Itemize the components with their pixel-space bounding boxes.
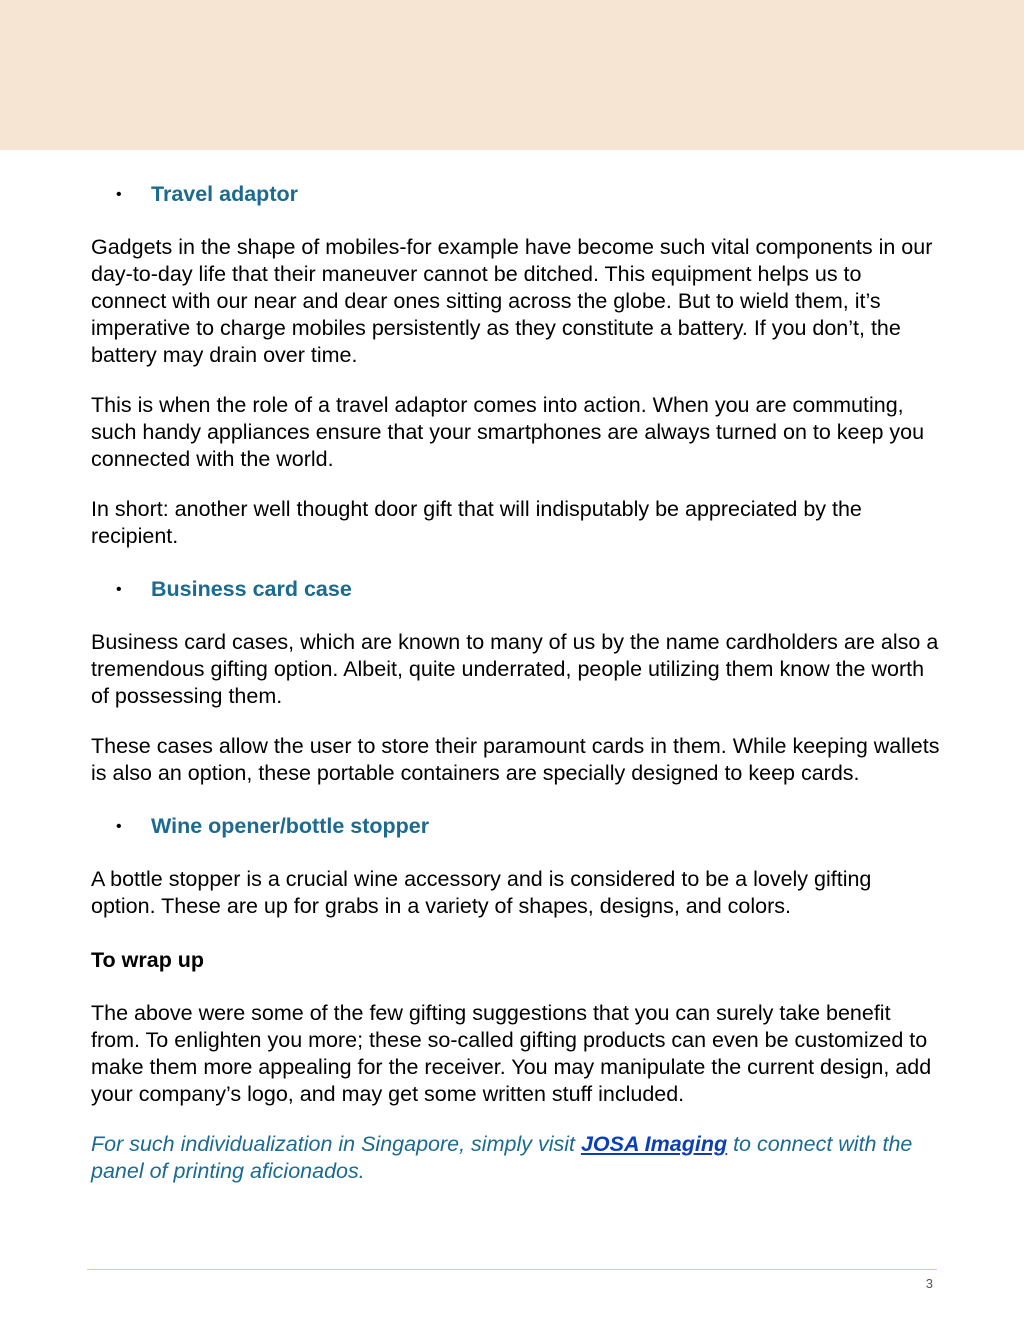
header-band bbox=[0, 0, 1024, 150]
heading-business-card-case bbox=[91, 573, 941, 606]
heading-to-wrap-up: To wrap up bbox=[91, 948, 205, 972]
josa-imaging-link[interactable]: JOSA Imaging bbox=[580, 1132, 728, 1156]
paragraph: This is when the role of a travel adaptor comes into action. When you are commuting, such handy appliances ensure that your smartphones are always turned on to keep you connected with the world. bbox=[91, 393, 925, 471]
heading-wine-opener bbox=[91, 810, 941, 843]
closing-text-before: For such individualization in Singapore, simply visit bbox=[91, 1132, 581, 1156]
page-number: 3 bbox=[925, 1276, 933, 1291]
heading-text: Wine opener/bottle stopper bbox=[151, 814, 430, 838]
footer-divider bbox=[87, 1269, 937, 1270]
bullet-icon: • bbox=[116, 581, 122, 598]
paragraph: Business card cases, which are known to many of us by the name cardholders are also a tremendous gifting option. Albeit, quite underrated, people utilizing them know the worth of possessing them. bbox=[91, 630, 939, 708]
bullet-icon: • bbox=[116, 186, 122, 203]
heading-travel-adaptor bbox=[91, 178, 941, 211]
heading-text: Travel adaptor bbox=[151, 182, 298, 206]
document-body bbox=[91, 178, 941, 1208]
paragraph: Gadgets in the shape of mobiles-for example have become such vital components in our day-to-day life that their maneuver cannot be ditched. This equipment helps us to connect with our near and dear ones sitting across the globe. But to wield them, it’s imperative to charge mobiles persistently as they constitute a battery. If you don’t, the battery may drain over time. bbox=[91, 235, 933, 367]
paragraph: The above were some of the few gifting suggestions that you can surely take benefit from. To enlighten you more; these so-called gifting products can even be customized to make them more appealing for the receiver. You may manipulate the current design, add your company’s logo, and may get some written stuff included. bbox=[91, 1001, 932, 1106]
paragraph: A bottle stopper is a crucial wine accessory and is considered to be a lovely gifting option. These are up for grabs in a variety of shapes, designs, and colors. bbox=[91, 867, 872, 918]
closing-text-after: to connect with the panel of printing aficionados. bbox=[91, 1132, 913, 1183]
heading-text: Business card case bbox=[151, 577, 352, 601]
closing-paragraph bbox=[91, 1131, 941, 1185]
bullet-icon: • bbox=[116, 818, 122, 835]
paragraph: These cases allow the user to store their paramount cards in them. While keeping wallets is also an option, these portable containers are specially designed to keep cards. bbox=[91, 734, 940, 785]
paragraph: In short: another well thought door gift that will indisputably be appreciated by the recipient. bbox=[91, 497, 862, 548]
